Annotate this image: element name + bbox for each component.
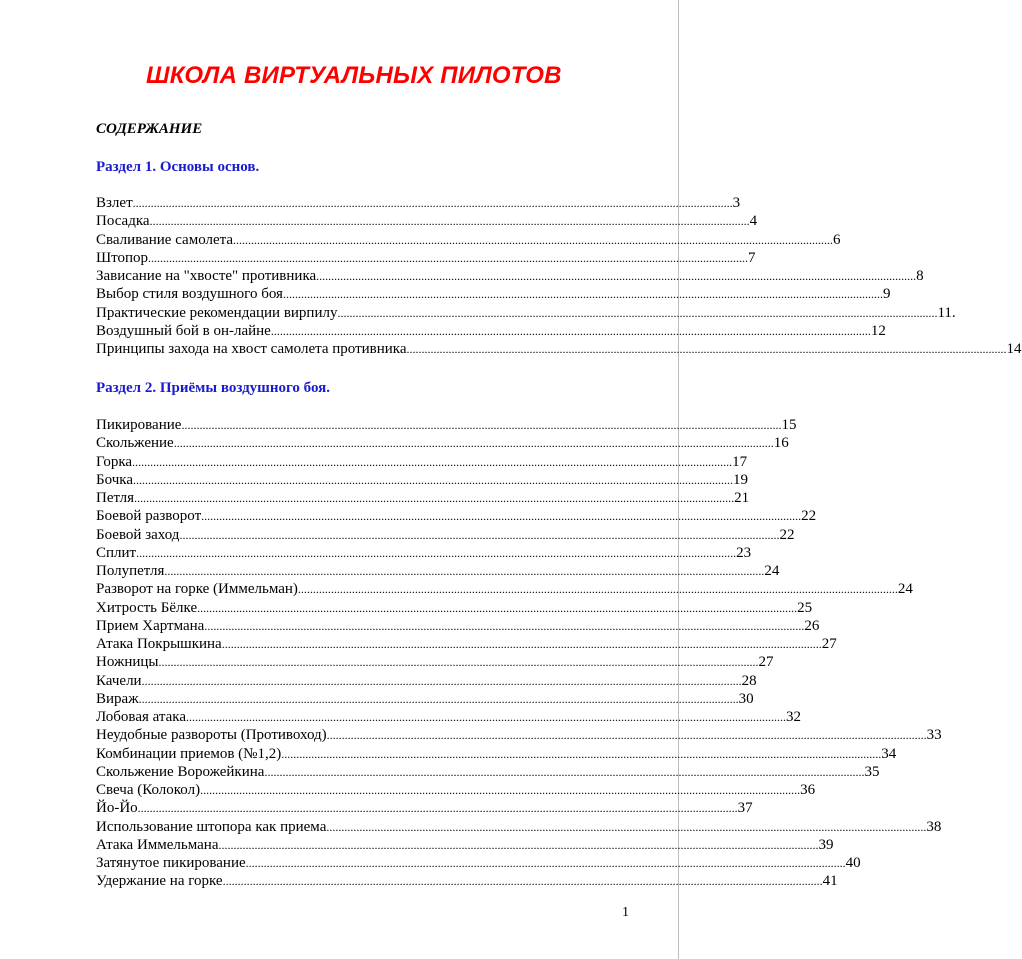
- toc-entry: [96, 745, 897, 763]
- toc-entry: [96, 526, 795, 544]
- toc-entry-page: 16: [773, 435, 789, 452]
- toc-entry-page: 15: [781, 417, 797, 433]
- toc-leader-dots: ........................................................................................................................................................................................................: [297, 582, 898, 597]
- toc-leader-dots: ........................................................................................................................................................................................................: [149, 214, 750, 229]
- toc-entry-page: 11.: [937, 304, 956, 321]
- toc-entry: [96, 562, 780, 580]
- toc-entry-title: Прием Хартмана: [96, 617, 205, 634]
- toc-entry: [96, 653, 774, 671]
- toc-entry: [96, 434, 789, 452]
- toc-entry-page: 24: [764, 563, 780, 579]
- toc-leader-dots: ........................................................................................................................................................................................................: [164, 564, 765, 578]
- toc-entry-title: Бочка: [96, 471, 133, 488]
- toc-leader-dots: ........................................................................................................................................................................................................: [233, 232, 834, 247]
- toc-entry-page: 23: [736, 544, 752, 561]
- toc-entry: [96, 708, 802, 726]
- toc-leader-dots: ........................................................................................................................................................................................................: [270, 323, 871, 338]
- section-1-toc-list: [96, 194, 1022, 358]
- toc-leader-dots: ........................................................................................................................................................................................................: [134, 491, 735, 505]
- toc-entry-title: Штопор: [96, 249, 149, 266]
- toc-leader-dots: ........................................................................................................................................................................................................: [281, 746, 882, 761]
- toc-leader-dots: ........................................................................................................................................................................................................: [326, 728, 927, 743]
- toc-entry-title: Использование штопора как приема: [96, 818, 327, 835]
- toc-entry-page: 33: [926, 727, 942, 744]
- page-number: 1: [622, 905, 629, 920]
- toc-entry-title: Свеча (Колокол): [96, 782, 201, 798]
- toc-leader-dots: ........................................................................................................................................................................................................: [337, 305, 938, 320]
- toc-entry-page: 36: [800, 782, 816, 798]
- toc-entry-page: 12: [870, 322, 886, 339]
- toc-entry-page: 25: [797, 599, 813, 616]
- toc-entry-title: Вираж: [96, 690, 139, 707]
- toc-entry-title: Затянутое пикирование: [96, 855, 246, 871]
- toc-entry-page: 19: [733, 471, 748, 488]
- toc-leader-dots: ........................................................................................................................................................................................................: [136, 545, 737, 560]
- toc-entry: [96, 799, 753, 817]
- toc-entry-title: Сплит: [96, 544, 137, 561]
- toc-entry: [96, 489, 750, 507]
- toc-entry-title: Зависание на "хвосте" противника: [96, 268, 317, 284]
- section-1-heading: Раздел 1. Основы основ.: [96, 159, 260, 175]
- toc-leader-dots: ........................................................................................................................................................................................................: [181, 418, 782, 432]
- toc-entry-title: Петля: [96, 490, 135, 506]
- toc-entry: [96, 453, 748, 471]
- toc-entry-page: 3: [732, 195, 741, 211]
- toc-entry-title: Хитрость Бёлке: [96, 599, 198, 616]
- toc-leader-dots: ........................................................................................................................................................................................................: [197, 600, 798, 615]
- toc-entry-title: Скольжение Ворожейкина: [96, 763, 265, 780]
- toc-entry-page: 40: [845, 855, 861, 871]
- toc-entry-title: Взлет: [96, 195, 133, 211]
- toc-entry: [96, 304, 956, 322]
- toc-leader-dots: ........................................................................................................................................................................................................: [204, 618, 805, 633]
- toc-leader-dots: ........................................................................................................................................................................................................: [326, 819, 927, 834]
- toc-leader-dots: ........................................................................................................................................................................................................: [132, 454, 733, 469]
- toc-entry-title: Пикирование: [96, 417, 182, 433]
- toc-entry: [96, 267, 924, 285]
- toc-entry-page: 21: [734, 490, 750, 506]
- toc-entry-page: 27: [821, 636, 837, 652]
- toc-entry-title: Боевой разворот: [96, 508, 202, 525]
- section-2-toc-list: [96, 416, 942, 891]
- toc-entry: [96, 854, 861, 872]
- toc-leader-dots: ........................................................................................................................................................................................................: [148, 250, 749, 265]
- toc-entry-page: 7: [748, 249, 756, 266]
- toc-entry-page: 28: [741, 672, 757, 689]
- toc-leader-dots: ........................................................................................................................................................................................................: [221, 637, 822, 651]
- toc-leader-dots: ........................................................................................................................................................................................................: [133, 472, 733, 487]
- toc-entry-title: Атака Покрышкина: [96, 636, 222, 652]
- toc-leader-dots: ........................................................................................................................................................................................................: [245, 856, 846, 870]
- toc-entry-title: Атака Иммельмана: [96, 836, 219, 853]
- toc-entry-title: Воздушный бой в он-лайне: [96, 322, 271, 339]
- toc-entry-title: Принципы захода на хвост самолета противника: [96, 341, 407, 357]
- toc-entry-title: Лобовая атака: [96, 709, 187, 725]
- toc-entry-title: Сваливание самолета: [96, 231, 234, 248]
- toc-entry-page: 9: [882, 286, 891, 303]
- toc-entry-page: 17: [732, 453, 748, 470]
- toc-entry-page: 41: [822, 873, 838, 890]
- toc-entry-page: 32: [786, 709, 802, 725]
- toc-entry: [96, 836, 834, 854]
- toc-entry: [96, 872, 838, 890]
- toc-entry-page: 30: [738, 690, 754, 707]
- toc-entry-page: 39: [818, 836, 834, 853]
- toc-entry-title: Разворот на горке (Иммельман): [96, 581, 298, 598]
- toc-entry-page: 26: [804, 617, 820, 634]
- toc-entry: [96, 580, 913, 598]
- toc-leader-dots: ........................................................................................................................................................................................................: [132, 196, 733, 210]
- toc-entry: [96, 285, 891, 303]
- toc-entry-page: 35: [864, 763, 880, 780]
- toc-leader-dots: ........................................................................................................................................................................................................: [218, 837, 819, 852]
- toc-entry-title: Полупетля: [96, 563, 165, 579]
- toc-entry: [96, 635, 837, 653]
- toc-entry: [96, 507, 817, 525]
- toc-entry-title: Комбинации приемов (№1,2): [96, 745, 282, 762]
- toc-leader-dots: ........................................................................................................................................................................................................: [158, 655, 759, 670]
- toc-entry-page: 27: [758, 654, 774, 671]
- toc-entry-page: 34: [881, 745, 897, 762]
- toc-entry-page: 8: [916, 268, 924, 284]
- toc-entry-page: 37: [737, 800, 753, 817]
- toc-leader-dots: ........................................................................................................................................................................................................: [179, 527, 780, 542]
- toc-entry-page: 24: [897, 581, 913, 598]
- toc-entry: [96, 322, 886, 340]
- toc-entry-title: Боевой заход: [96, 526, 180, 543]
- toc-entry: [96, 781, 816, 799]
- toc-entry-title: Выбор стиля воздушного боя: [96, 286, 283, 303]
- toc-entry-title: Ножницы: [96, 654, 159, 671]
- toc-entry-page: 4: [749, 213, 758, 230]
- toc-entry: [96, 672, 757, 690]
- toc-entry: [96, 212, 758, 230]
- toc-entry: [96, 818, 942, 836]
- toc-entry: [96, 471, 748, 489]
- toc-entry-title: Неудобные развороты (Противоход): [96, 727, 327, 744]
- toc-leader-dots: ........................................................................................................................................................................................................: [264, 764, 865, 779]
- toc-leader-dots: ........................................................................................................................................................................................................: [222, 874, 823, 889]
- section-2-heading: Раздел 2. Приёмы воздушного боя.: [96, 380, 331, 396]
- contents-heading: СОДЕРЖАНИЕ: [96, 121, 203, 137]
- toc-entry-title: Посадка: [96, 213, 150, 230]
- toc-entry-page: 38: [926, 818, 942, 835]
- toc-entry-title: Удержание на горке: [96, 873, 223, 890]
- toc-entry: [96, 249, 756, 267]
- toc-entry-page: 22: [801, 508, 817, 525]
- toc-leader-dots: ........................................................................................................................................................................................................: [186, 710, 787, 724]
- toc-entry: [96, 544, 752, 562]
- toc-entry-title: Практические рекомендации вирпилу: [96, 304, 338, 321]
- toc-leader-dots: ........................................................................................................................................................................................................: [282, 287, 883, 302]
- toc-entry-page: 14: [1006, 341, 1022, 357]
- toc-leader-dots: ........................................................................................................................................................................................................: [201, 509, 802, 524]
- toc-entry: [96, 599, 813, 617]
- toc-entry: [96, 194, 741, 212]
- toc-entry: [96, 763, 880, 781]
- toc-entry-title: Качели: [96, 672, 142, 689]
- toc-entry-title: Йо-Йо: [96, 800, 138, 817]
- toc-entry-title: Горка: [96, 453, 133, 470]
- toc-entry-page: 22: [779, 526, 795, 543]
- toc-entry: [96, 340, 1022, 358]
- toc-entry-title: Скольжение: [96, 435, 174, 452]
- document-title: ШКОЛА ВИРТУАЛЬНЫХ ПИЛОТОВ: [146, 62, 562, 89]
- toc-entry: [96, 617, 820, 635]
- toc-entry: [96, 690, 754, 708]
- toc-entry: [96, 726, 942, 744]
- toc-leader-dots: ........................................................................................................................................................................................................: [316, 269, 917, 283]
- toc-entry: [96, 231, 841, 249]
- toc-leader-dots: ........................................................................................................................................................................................................: [200, 783, 801, 797]
- toc-leader-dots: ........................................................................................................................................................................................................: [406, 342, 1007, 356]
- toc-entry-page: 6: [833, 231, 841, 248]
- toc-leader-dots: ........................................................................................................................................................................................................: [141, 673, 742, 688]
- toc-leader-dots: ........................................................................................................................................................................................................: [137, 801, 738, 816]
- toc-leader-dots: ........................................................................................................................................................................................................: [173, 436, 774, 451]
- toc-leader-dots: ........................................................................................................................................................................................................: [138, 691, 739, 706]
- toc-entry: [96, 416, 797, 434]
